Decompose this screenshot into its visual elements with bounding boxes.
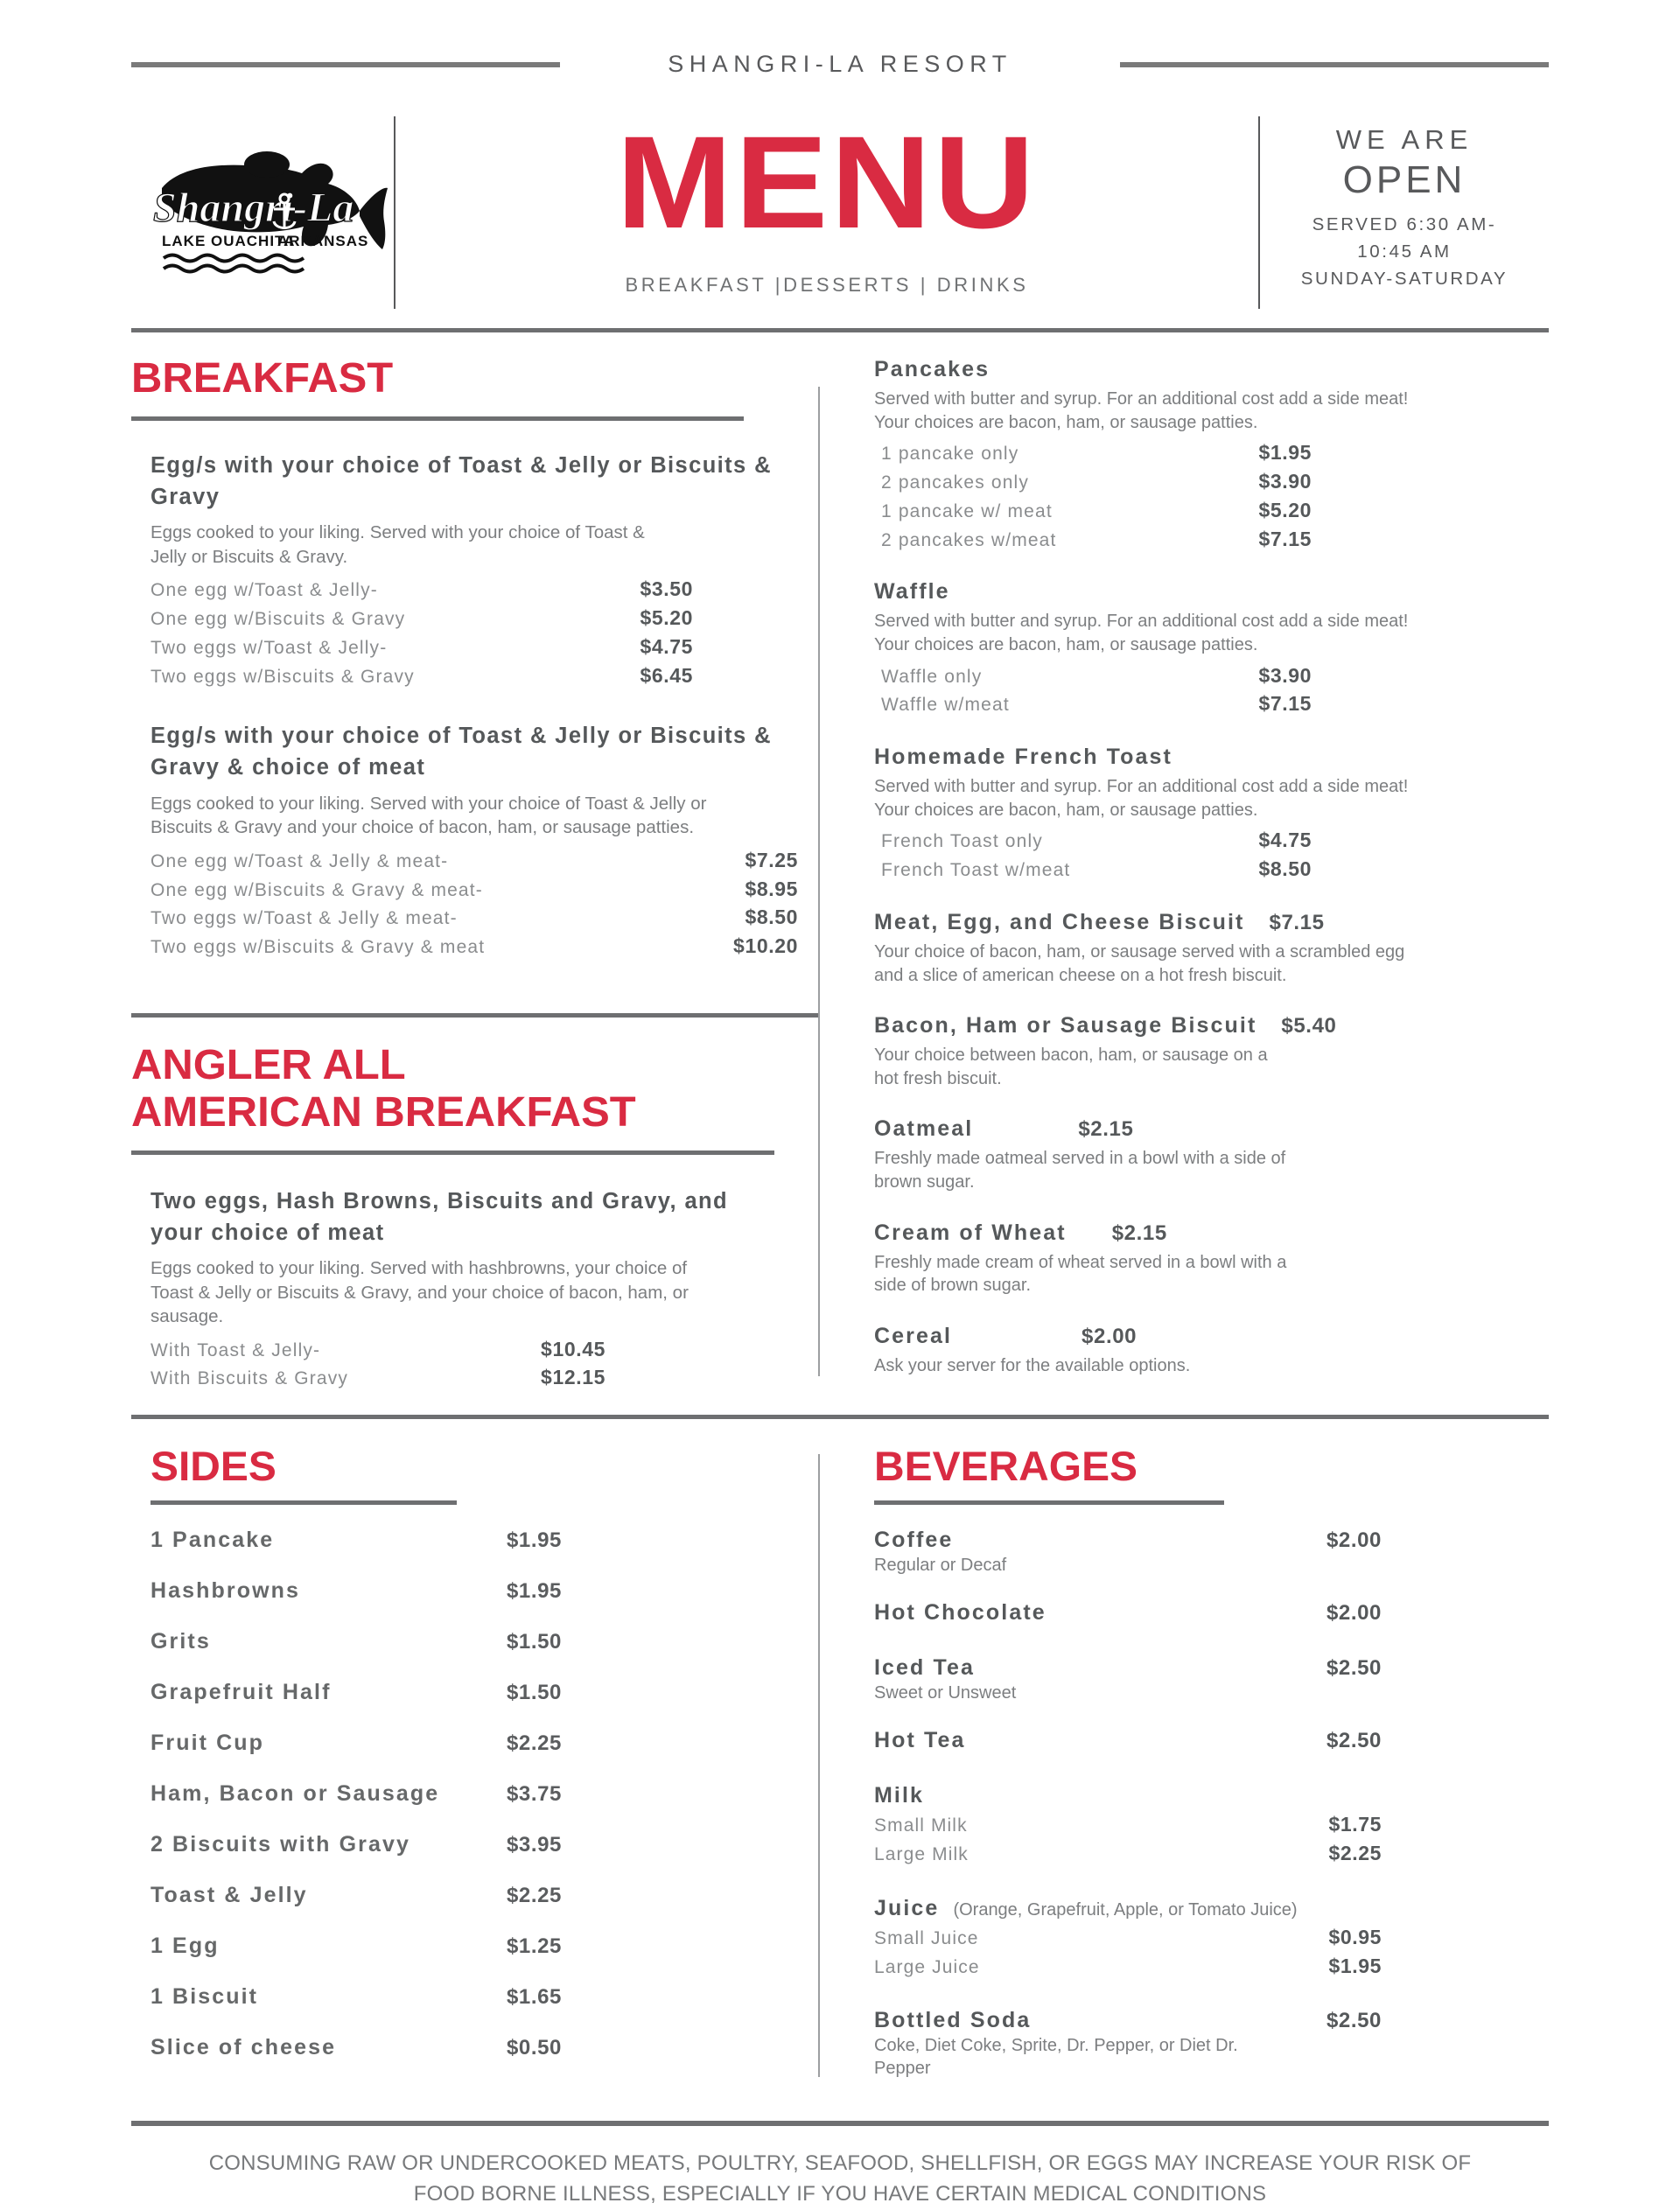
beverage-variants bbox=[874, 1810, 1382, 1868]
price-row bbox=[874, 1952, 1382, 1981]
list-item bbox=[150, 1781, 562, 1807]
beverage-name: Hot Tea bbox=[874, 1728, 966, 1753]
angler-section bbox=[131, 1013, 818, 1392]
side-price: $1.50 bbox=[506, 1681, 562, 1705]
price-name: 1 pancake only bbox=[881, 444, 1019, 465]
item-title-row bbox=[874, 357, 1549, 382]
side-price: $1.95 bbox=[506, 1528, 562, 1553]
item-title: Egg/s with your choice of Toast & Jelly or Biscuits & Gravy bbox=[150, 452, 772, 509]
list-item bbox=[150, 2035, 562, 2060]
beverage-head bbox=[874, 1896, 1434, 1921]
price-row bbox=[881, 661, 1312, 690]
list-item bbox=[150, 1832, 562, 1857]
breakfast-heading-rule bbox=[131, 416, 744, 421]
item-price: $7.15 bbox=[1269, 911, 1325, 935]
list-item bbox=[150, 1731, 562, 1756]
list-item bbox=[150, 1883, 562, 1908]
price-value: $1.75 bbox=[1328, 1813, 1382, 1836]
menu-item-oatmeal bbox=[874, 1116, 1549, 1193]
side-price: $1.65 bbox=[506, 1985, 562, 2010]
price-list bbox=[150, 1335, 606, 1393]
price-name: Two eggs w/Toast & Jelly & meat- bbox=[150, 908, 458, 929]
price-row bbox=[150, 932, 798, 961]
beverage-item-juice bbox=[874, 1896, 1434, 1981]
breakfast-blocks bbox=[131, 451, 818, 961]
price-list bbox=[874, 438, 1312, 553]
item-price: $2.15 bbox=[1078, 1117, 1134, 1142]
price-row bbox=[881, 496, 1312, 525]
price-name: 2 pancakes w/meat bbox=[881, 529, 1057, 550]
beverage-subtext: Sweet or Unsweet bbox=[874, 1683, 1017, 1703]
price-name: Waffle w/meat bbox=[881, 695, 1010, 716]
item-description: Served with butter and syrup. For an additional cost add a side meat! Your choices are bacon, ham, or sausage patties. bbox=[874, 777, 1409, 820]
price-row bbox=[874, 1810, 1382, 1839]
item-description: Your choice of bacon, ham, or sausage served with a scrambled egg and a slice of american cheese on a hot fresh biscuit. bbox=[874, 942, 1405, 985]
list-item bbox=[150, 1680, 562, 1705]
hours-line-5: SUNDAY-SATURDAY bbox=[1300, 268, 1508, 289]
menu-item-cream-of-wheat bbox=[874, 1220, 1549, 1297]
price-value: $8.50 bbox=[1258, 857, 1312, 881]
logo-script-text: Shangri-La bbox=[153, 184, 354, 231]
angler-top-rule bbox=[131, 1013, 818, 1018]
item-price: $2.00 bbox=[1082, 1324, 1138, 1348]
resort-name: SHANGRI-LA RESORT bbox=[668, 51, 1012, 77]
beverage-name: Coffee bbox=[874, 1528, 954, 1553]
side-price: $1.25 bbox=[506, 1934, 562, 1959]
price-name: One egg w/Toast & Jelly & meat- bbox=[150, 850, 449, 871]
sides-heading-rule bbox=[150, 1500, 457, 1505]
item-title: Meat, Egg, and Cheese Biscuit bbox=[874, 910, 1245, 935]
side-name: Hashbrowns bbox=[150, 1578, 301, 1604]
hours-block bbox=[1260, 97, 1549, 314]
price-list bbox=[150, 575, 693, 689]
item-title-row bbox=[874, 579, 1549, 605]
price-value: $5.20 bbox=[1258, 498, 1312, 521]
beverage-name: Juice bbox=[874, 1895, 940, 1920]
menu-item-french-toast bbox=[874, 745, 1549, 884]
price-value: $7.15 bbox=[1258, 527, 1312, 550]
item-title: Homemade French Toast bbox=[874, 745, 1172, 770]
page-title: MENU bbox=[616, 108, 1038, 255]
item-title: Egg/s with your choice of Toast & Jelly or Biscuits & Gravy & choice of meat bbox=[150, 724, 772, 780]
price-row bbox=[150, 875, 798, 904]
price-row bbox=[881, 438, 1312, 467]
angler-block bbox=[131, 1186, 818, 1392]
item-title-row bbox=[874, 910, 1549, 935]
beverage-item-hot-tea bbox=[874, 1728, 1382, 1753]
item-description: Served with butter and syrup. For an additional cost add a side meat! Your choices are bacon, ham, or sausage patties. bbox=[874, 612, 1409, 655]
header-rule-right bbox=[1120, 62, 1549, 67]
side-name: 1 Pancake bbox=[150, 1528, 275, 1553]
price-value: $10.45 bbox=[541, 1337, 606, 1360]
item-description: Freshly made oatmeal served in a bowl with a side of brown sugar. bbox=[874, 1149, 1286, 1192]
footer-disclaimer bbox=[131, 2149, 1549, 2210]
price-name: French Toast only bbox=[881, 831, 1043, 852]
side-name: 1 Egg bbox=[150, 1934, 220, 1959]
right-column bbox=[820, 357, 1549, 1392]
side-price: $2.25 bbox=[506, 1884, 562, 1908]
disclaimer-line-1: CONSUMING RAW OR UNDERCOOKED MEATS, POULTRY, SEAFOOD, SHELLFISH, OR EGGS MAY INCREASE YOUR RISK OF bbox=[208, 2151, 1472, 2176]
list-item bbox=[150, 1578, 562, 1604]
disclaimer-line-2: FOOD BORNE ILLNESS, ESPECIALLY IF YOU HAVE CERTAIN MEDICAL CONDITIONS bbox=[413, 2182, 1267, 2207]
price-value: $4.75 bbox=[640, 634, 693, 658]
price-name: 2 pancakes only bbox=[881, 472, 1030, 493]
beverages-heading: BEVERAGES bbox=[874, 1443, 1138, 1490]
price-name: Two eggs w/Biscuits & Gravy & meat bbox=[150, 937, 486, 958]
menu-title-block bbox=[396, 97, 1258, 314]
beverage-item-bottled-soda bbox=[874, 2008, 1382, 2080]
item-title: Cream of Wheat bbox=[874, 1220, 1067, 1245]
waves-icon bbox=[164, 255, 304, 271]
beverage-price: $2.50 bbox=[1326, 2009, 1382, 2033]
item-title: Bacon, Ham or Sausage Biscuit bbox=[874, 1013, 1257, 1039]
item-title-row bbox=[874, 1013, 1549, 1039]
item-description: Served with butter and syrup. For an additional cost add a side meat! Your choices are bacon, ham, or sausage patties. bbox=[874, 389, 1409, 432]
price-value: $7.25 bbox=[745, 848, 798, 871]
price-value: $12.15 bbox=[541, 1366, 606, 1389]
price-row bbox=[881, 525, 1312, 554]
price-name: With Biscuits & Gravy bbox=[150, 1368, 349, 1389]
price-value: $3.50 bbox=[640, 577, 693, 601]
beverage-item-iced-tea bbox=[874, 1655, 1382, 1704]
price-row bbox=[881, 467, 1312, 496]
price-row bbox=[150, 1363, 606, 1392]
side-name: Ham, Bacon or Sausage bbox=[150, 1781, 440, 1807]
price-name: Two eggs w/Toast & Jelly- bbox=[150, 637, 388, 658]
menu-item-cereal bbox=[874, 1324, 1549, 1378]
price-row bbox=[150, 661, 693, 690]
item-description: Eggs cooked to your liking. Served with hashbrowns, your choice of Toast & Jelly or Biscuits & Gravy, and your choice of bacon, ham, or sausage. bbox=[150, 1258, 689, 1327]
lower-section-rule bbox=[131, 1415, 1549, 1419]
price-row bbox=[150, 1335, 606, 1364]
item-description: Eggs cooked to your liking. Served with your choice of Toast & Jelly or Biscuits & Gravy. bbox=[150, 522, 645, 567]
hours-we-are: WE ARE bbox=[1335, 124, 1474, 156]
price-value: $7.15 bbox=[1258, 692, 1312, 716]
beverage-head bbox=[874, 1600, 1382, 1626]
beverage-name: Hot Chocolate bbox=[874, 1600, 1046, 1626]
menu-header bbox=[0, 0, 1680, 332]
item-description: Eggs cooked to your liking. Served with your choice of Toast & Jelly or Biscuits & Gravy and your choice of bacon, ham, or sausage patties. bbox=[150, 793, 707, 838]
hours-line-3: SERVED 6:30 AM- bbox=[1312, 214, 1497, 235]
price-row bbox=[150, 633, 693, 661]
sides-section bbox=[131, 1445, 818, 2103]
side-price: $1.95 bbox=[506, 1579, 562, 1604]
price-row bbox=[881, 855, 1312, 884]
beverage-price: $2.00 bbox=[1326, 1528, 1382, 1553]
hours-served bbox=[1301, 212, 1508, 292]
beverage-head bbox=[874, 1728, 1382, 1753]
footer-rule bbox=[131, 2121, 1549, 2126]
price-name: Large Milk bbox=[874, 1843, 969, 1864]
price-name: Small Milk bbox=[874, 1815, 968, 1836]
item-title: Waffle bbox=[874, 579, 950, 605]
price-value: $5.20 bbox=[640, 606, 693, 630]
breakfast-band bbox=[0, 357, 1680, 1392]
side-price: $3.95 bbox=[506, 1833, 562, 1857]
price-list bbox=[874, 826, 1312, 884]
side-name: Grits bbox=[150, 1629, 211, 1654]
header-main-row bbox=[0, 97, 1680, 314]
price-row bbox=[881, 689, 1312, 718]
logo-tagline-left: LAKE OUACHITA bbox=[162, 232, 296, 249]
sides-beverages-band bbox=[0, 1445, 1680, 2103]
item-title-row bbox=[874, 745, 1549, 770]
beverage-price: $2.50 bbox=[1326, 1729, 1382, 1753]
beverage-name: Bottled Soda bbox=[874, 2008, 1032, 2033]
price-name: One egg w/Biscuits & Gravy & meat- bbox=[150, 879, 483, 900]
side-name: Slice of cheese bbox=[150, 2035, 337, 2060]
item-title-row bbox=[874, 1220, 1549, 1246]
price-name: With Toast & Jelly- bbox=[150, 1339, 321, 1360]
price-value: $10.20 bbox=[733, 934, 798, 958]
breakfast-section bbox=[131, 357, 818, 961]
hours-line-4: 10:45 AM bbox=[1357, 241, 1452, 262]
beverage-options: (Orange, Grapefruit, Apple, or Tomato Juice) bbox=[953, 1899, 1298, 1920]
price-value: $2.25 bbox=[1328, 1841, 1382, 1864]
price-name: Two eggs w/Biscuits & Gravy bbox=[150, 666, 415, 687]
beverage-head bbox=[874, 1528, 1382, 1553]
logo-tagline-right: ARKANSAS bbox=[277, 232, 369, 249]
side-name: Toast & Jelly bbox=[150, 1883, 308, 1908]
list-item bbox=[150, 1629, 562, 1654]
menu-item-bacon-ham-sausage-biscuit bbox=[874, 1013, 1549, 1090]
item-title-row bbox=[874, 1324, 1549, 1349]
item-title: Two eggs, Hash Browns, Biscuits and Gravy, and your choice of meat bbox=[150, 1188, 729, 1245]
beverage-variants bbox=[874, 1923, 1382, 1981]
item-title: Pancakes bbox=[874, 357, 990, 381]
price-row bbox=[874, 1923, 1382, 1952]
sides-heading: SIDES bbox=[150, 1443, 276, 1490]
price-value: $1.95 bbox=[1258, 441, 1312, 465]
price-value: $8.95 bbox=[745, 877, 798, 900]
side-name: 1 Biscuit bbox=[150, 1984, 259, 2010]
side-name: 2 Biscuits with Gravy bbox=[150, 1832, 410, 1857]
price-name: 1 pancake w/ meat bbox=[881, 500, 1053, 521]
side-name: Fruit Cup bbox=[150, 1731, 264, 1756]
item-description: Ask your server for the available options. bbox=[874, 1355, 1191, 1375]
price-value: $3.90 bbox=[1258, 663, 1312, 687]
menu-item-pancakes bbox=[874, 357, 1549, 553]
sides-list bbox=[150, 1528, 562, 2060]
side-price: $2.25 bbox=[506, 1731, 562, 1756]
price-row bbox=[881, 826, 1312, 855]
price-list bbox=[150, 846, 798, 961]
price-value: $4.75 bbox=[1258, 829, 1312, 852]
side-price: $3.75 bbox=[506, 1782, 562, 1807]
price-value: $6.45 bbox=[640, 663, 693, 687]
beverage-subtext: Regular or Decaf bbox=[874, 1556, 1007, 1576]
menu-item-waffle bbox=[874, 579, 1549, 718]
beverages-heading-rule bbox=[874, 1500, 1224, 1505]
price-name: Large Juice bbox=[874, 1956, 980, 1977]
header-bottom-rule bbox=[131, 328, 1549, 332]
menu-subtitle: BREAKFAST |DESSERTS | DRINKS bbox=[625, 273, 1029, 296]
beverages-section bbox=[820, 1445, 1549, 2103]
angler-heading-line2: AMERICAN BREAKFAST bbox=[131, 1088, 636, 1136]
beverage-item-milk bbox=[874, 1783, 1382, 1868]
item-title: Oatmeal bbox=[874, 1116, 974, 1142]
item-description: Your choice between bacon, ham, or sausage on a hot fresh biscuit. bbox=[874, 1046, 1268, 1088]
beverage-head bbox=[874, 1783, 1382, 1808]
price-value: $1.95 bbox=[1328, 1954, 1382, 1977]
beverage-subtext: Coke, Diet Coke, Sprite, Dr. Pepper, or Diet Dr. Pepper bbox=[874, 2036, 1238, 2079]
price-name: Small Juice bbox=[874, 1927, 979, 1948]
beverage-name: Milk bbox=[874, 1783, 925, 1808]
header-rule-left bbox=[131, 62, 560, 67]
price-value: $3.90 bbox=[1258, 470, 1312, 493]
beverage-name: Iced Tea bbox=[874, 1655, 975, 1681]
price-value: $8.50 bbox=[745, 906, 798, 929]
bass-fish-logo-icon bbox=[136, 134, 389, 278]
beverage-head bbox=[874, 2008, 1382, 2033]
price-row bbox=[150, 846, 798, 875]
beverage-head bbox=[874, 1655, 1382, 1681]
price-row bbox=[874, 1839, 1382, 1868]
side-price: $1.50 bbox=[506, 1630, 562, 1654]
header-top-row bbox=[0, 0, 1680, 78]
price-name: Waffle only bbox=[881, 666, 983, 687]
item-description: Freshly made cream of wheat served in a bowl with a side of brown sugar. bbox=[874, 1252, 1287, 1296]
beverages-list bbox=[874, 1528, 1382, 2080]
logo bbox=[131, 97, 394, 314]
beverage-item-hot-chocolate bbox=[874, 1600, 1382, 1626]
angler-heading-line1: ANGLER ALL bbox=[131, 1042, 406, 1089]
left-column bbox=[131, 357, 818, 1392]
beverage-price: $2.00 bbox=[1326, 1601, 1382, 1626]
side-price: $0.50 bbox=[506, 2036, 562, 2060]
price-list bbox=[874, 661, 1312, 719]
price-value: $0.95 bbox=[1328, 1925, 1382, 1948]
breakfast-block bbox=[150, 721, 818, 961]
beverage-price: $2.50 bbox=[1326, 1656, 1382, 1681]
price-row bbox=[150, 575, 693, 604]
price-name: One egg w/Biscuits & Gravy bbox=[150, 609, 406, 630]
price-row bbox=[150, 903, 798, 932]
angler-heading-rule bbox=[131, 1150, 774, 1155]
price-row bbox=[150, 604, 693, 633]
list-item bbox=[150, 1528, 562, 1553]
list-item bbox=[150, 1934, 562, 1959]
item-price: $2.15 bbox=[1111, 1220, 1167, 1245]
item-title: Cereal bbox=[874, 1323, 953, 1348]
item-title-row bbox=[874, 1116, 1549, 1142]
price-name: French Toast w/meat bbox=[881, 860, 1071, 881]
beverage-item-coffee bbox=[874, 1528, 1382, 1577]
list-item bbox=[150, 1984, 562, 2010]
menu-item-meat-egg-cheese-biscuit bbox=[874, 910, 1549, 987]
breakfast-heading: BREAKFAST bbox=[131, 355, 394, 402]
item-price: $5.40 bbox=[1281, 1014, 1337, 1039]
side-name: Grapefruit Half bbox=[150, 1680, 332, 1705]
hours-open: OPEN bbox=[1342, 158, 1466, 202]
breakfast-block bbox=[150, 451, 818, 690]
price-name: One egg w/Toast & Jelly- bbox=[150, 580, 378, 601]
